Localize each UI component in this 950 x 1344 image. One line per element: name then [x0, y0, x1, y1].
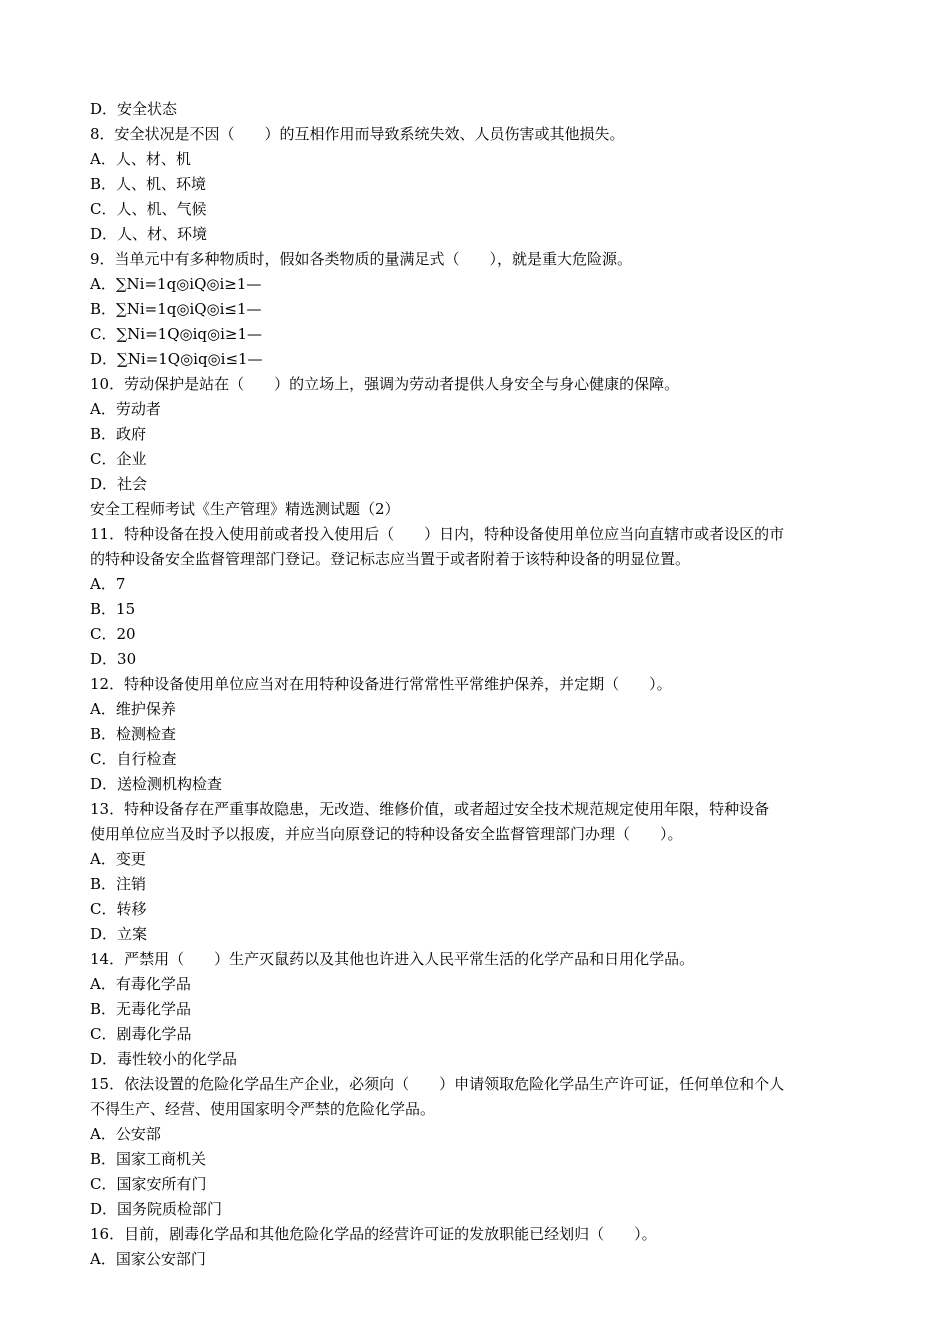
option-line: C．人、机、气候 — [90, 200, 207, 218]
option-line: A．有毒化学品 — [90, 975, 191, 993]
question-line: 10．劳动保护是站在（ ）的立场上，强调为劳动者提供人身安全与身心健康的保障。 — [90, 375, 680, 393]
text-line: D．安全状态 — [90, 100, 178, 118]
option-line: C．国家安所有门 — [90, 1175, 207, 1193]
option-line: A．7 — [90, 575, 126, 593]
option-line: B．检测检查 — [90, 725, 177, 743]
option-line: D．人、材、环境 — [90, 225, 208, 243]
option-line: A．维护保养 — [90, 700, 176, 718]
option-line: B．∑Ni=1q◎iQ◎i≤1— — [90, 300, 262, 318]
option-line: C．企业 — [90, 450, 147, 468]
question-line: 8．安全状况是不因（ ）的互相作用而导致系统失效、人员伤害或其他损失。 — [90, 125, 625, 143]
option-line: C．转移 — [90, 900, 147, 918]
option-line: D．送检测机构检查 — [90, 775, 223, 793]
question-line: 11．特种设备在投入使用前或者投入使用后（ ）日内，特种设备使用单位应当向直辖市或者设区的市 — [90, 525, 785, 543]
option-line: A．人、材、机 — [90, 150, 191, 168]
option-line: B．人、机、环境 — [90, 175, 207, 193]
option-line: D．社会 — [90, 475, 148, 493]
question-line: 15．依法设置的危险化学品生产企业，必须向（ ）申请领取危险化学品生产许可证，任何单位和个人 — [90, 1075, 785, 1093]
option-line: B．15 — [90, 600, 136, 618]
option-line: C．20 — [90, 625, 136, 643]
option-line: A．变更 — [90, 850, 146, 868]
document-page — [90, 97, 865, 1272]
question-line: 14．严禁用（ ）生产灭鼠药以及其他也许进入人民平常生活的化学产品和日用化学品。 — [90, 950, 695, 968]
section-heading: 安全工程师考试《生产管理》精选测试题（2） — [90, 500, 400, 518]
option-line: C．∑Ni=1Q◎iq◎i≥1— — [90, 325, 263, 343]
question-line: 13．特种设备存在严重事故隐患，无改造、维修价值，或者超过安全技术规范规定使用年限，特种设备 — [90, 800, 770, 818]
option-line: A．∑Ni=1q◎iQ◎i≥1— — [90, 275, 262, 293]
option-line: D．毒性较小的化学品 — [90, 1050, 238, 1068]
option-line: D．∑Ni=1Q◎iq◎i≤1— — [90, 350, 263, 368]
option-line: D．立案 — [90, 925, 148, 943]
question-line: 不得生产、经营、使用国家明令严禁的危险化学品。 — [90, 1100, 436, 1118]
question-line: 16．目前，剧毒化学品和其他危险化学品的经营许可证的发放职能已经划归（ ）。 — [90, 1225, 657, 1243]
option-line: B．政府 — [90, 425, 147, 443]
option-line: D．30 — [90, 650, 137, 668]
question-line: 使用单位应当及时予以报废，并应当向原登记的特种设备安全监督管理部门办理（ ）。 — [90, 825, 683, 843]
option-line: A．公安部 — [90, 1125, 161, 1143]
option-line: B．注销 — [90, 875, 147, 893]
option-line: A．劳动者 — [90, 400, 161, 418]
question-line: 9．当单元中有多种物质时，假如各类物质的量满足式（ ），就是重大危险源。 — [90, 250, 633, 268]
option-line: C．自行检查 — [90, 750, 177, 768]
option-line: C．剧毒化学品 — [90, 1025, 192, 1043]
question-line: 12．特种设备使用单位应当对在用特种设备进行常常性平常维护保养，并定期（ ）。 — [90, 675, 672, 693]
option-line: B．无毒化学品 — [90, 1000, 192, 1018]
option-line: B．国家工商机关 — [90, 1150, 207, 1168]
question-line: 的特种设备安全监督管理部门登记。登记标志应当置于或者附着于该特种设备的明显位置。 — [90, 550, 691, 568]
option-line: A．国家公安部门 — [90, 1250, 206, 1268]
option-line: D．国务院质检部门 — [90, 1200, 223, 1218]
